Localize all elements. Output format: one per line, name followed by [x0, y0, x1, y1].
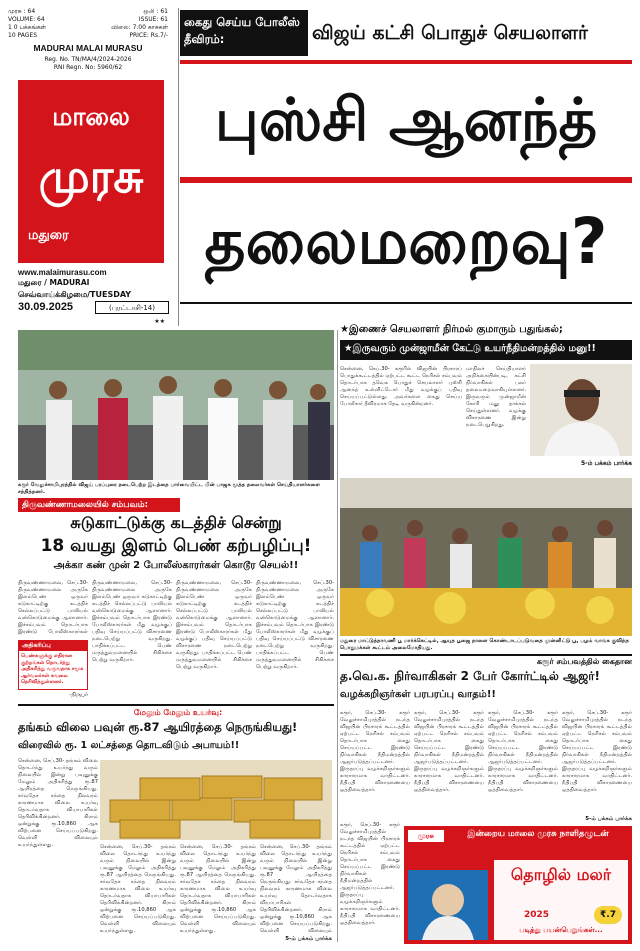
- lead-continue[interactable]: 5-ம் பக்கம் பார்க்க: [580, 460, 632, 467]
- karur-visit-photo: [18, 330, 334, 480]
- rni-no: RNI Regn. No: 5960/62: [53, 64, 123, 71]
- volume-en: VOLUME: 64: [8, 16, 45, 23]
- promo-year: 2025: [524, 910, 550, 920]
- gold-body-col2: சென்னை, செப்.30- தங்கம் விலை தொடர்ந்து உயர்ந்து வரும் நிலையில் இன்று பவுனுக்கு மேலும் அதிகரித்து ரூ.87 ஆயிரத்தை நெருங்கியது. சர்வதேச சந்தை நிலவரம் காரணமாக விலை உயர்வு தொடர்வதாக வியாபாரிகள் தெரிவிக்கின்றனர். கிராம் ஒன்றுக்கு ரூ.10,860 ஆக விற்பனை செய்யப்படுகிறது. வெள்ளி விலையும் உயர்ந்துள்ளது.: [100, 844, 176, 934]
- court-body-col5: கரூர், செப்.30- கரூர் வேலுச்சாமிபுரத்தில் நடந்த விஜயின் பிரசாரக் கூட்டத்தில் ஏற்பட்ட நெரிசல் சம்பவம் தொடர்பாக கைது செய்யப்பட்ட இரண்டு நிர்வாகிகள் நீதிமன்றத்தில் ஆஜர்படுத்தப்பட்டனர். இருதரப்பு வழக்கறிஞர்களும் காரசாரமாக வாதிட்டனர். நீதிபதி விசாரணையை ஒத்திவைத்தார்.: [340, 822, 400, 926]
- lead-headline-2: தலைமறைவு?: [204, 205, 608, 278]
- lead-body-b: மாநிலச் செய்தியாளர் அறிக்கையின்படி, கட்சி நிர்வாகிகள் பலர் தலைமறைவாகியுள்ளனர். இருவரும் முன்ஜாமீன் கோரி மனு தாக்கல் செய்துள்ளனர். வழக்கு விசாரணை இன்று நடைபெறுகிறது.: [466, 366, 526, 428]
- issue-date: 30.09.2025: [18, 301, 74, 313]
- price-ta: விலை: 7.00 காசுகள்: [111, 24, 168, 31]
- tamil-date: (புரட்டாசி-14): [95, 301, 169, 314]
- lead-red-rule-mid: [180, 177, 632, 183]
- promo-magazine: தொழில் மலர்: [510, 865, 612, 884]
- crime-sub: அக்கா கண் முன் 2 போலீஸ்காரர்கள் கொடூர செயல்!!: [53, 560, 299, 571]
- crime-body-col3: திருவண்ணாமலை, செப்.30- திருவண்ணாமலை அருகே இளம்பெண் ஒருவர் சுடுகாட்டிற்கு கடத்திச் செல்லப்பட்டு பாலியல் வன்கொடுமைக்கு ஆளானார். இச்சம்பவம் தொடர்பாக இரண்டு போலீஸ்காரர்கள் மீது வழக்குப் பதிவு செய்யப்பட்டு விசாரணை நடைபெற்று வருகிறது. பாதிக்கப்பட்ட பெண் மருத்துவமனையில் சிகிச்சை பெற்று வருகிறார்.: [176, 580, 252, 670]
- lead-sub-2: ★இருவரும் முன்ஜாமீன் கேட்டு உயர்நீதிமன்றத்தில் மனு!!: [344, 343, 596, 354]
- gold-headline: தங்கம் விலை பவுன் ரூ.87 ஆயிரத்தை நெருங்கியது!: [18, 720, 298, 734]
- court-body-col4: கரூர், செப்.30- கரூர் வேலுச்சாமிபுரத்தில் நடந்த விஜயின் பிரசாரக் கூட்டத்தில் ஏற்பட்ட நெரிசல் சம்பவம் தொடர்பாக கைது செய்யப்பட்ட இரண்டு நிர்வாகிகள் நீதிமன்றத்தில் ஆஜர்படுத்தப்பட்டனர். இருதரப்பு வழக்கறிஞர்களும் காரசாரமாக வாதிட்டனர். நீதிபதி விசாரணையை ஒத்திவைத்தார்.: [562, 710, 632, 793]
- masthead-divider: [178, 8, 179, 326]
- crime-headline-2: 18 வயது இளம் பெண் கற்பழிப்பு!: [40, 536, 312, 556]
- politician-portrait: [530, 364, 632, 456]
- issue-en: ISSUE: 61: [138, 16, 168, 23]
- lead-red-rule-top: [180, 60, 632, 64]
- gold-body-col1: சென்னை, செப்.30- தங்கம் விலை தொடர்ந்து உயர்ந்து வரும் நிலையில் இன்று பவுனுக்கு மேலும் அதிகரித்து ரூ.87 ஆயிரத்தை நெருங்கியது. சர்வதேச சந்தை நிலவரம் காரணமாக விலை உயர்வு தொடர்வதாக வியாபாரிகள் தெரிவிக்கின்றனர். கிராம் ஒன்றுக்கு ரூ.10,860 ஆக விற்பனை செய்யப்படுகிறது. வெள்ளி விலையும் உயர்ந்துள்ளது.: [18, 758, 98, 848]
- promo-price: ₹.7: [594, 906, 622, 924]
- court-sub: வழக்கறிஞர்கள் பரபரப்பு வாதம்!!: [340, 689, 496, 700]
- gold-sub: விரைவில் ரூ. 1 லட்சத்தை தொடவிடும் அபாயம்!!: [18, 740, 240, 751]
- lead-kicker-box: கைது செய்ய போலீஸ் தீவிரம்:: [180, 10, 308, 56]
- gold-continue[interactable]: 5-ம் பக்கம் பார்க்க: [285, 936, 332, 942]
- court-kicker: கரூர் சம்பவத்தில் கைதான: [536, 657, 632, 666]
- lead-headline-1: புஸ்சி ஆனந்த்: [214, 85, 598, 154]
- crime-byline: -நிருபர்: [69, 692, 88, 698]
- logo-main: முரசு: [38, 149, 144, 203]
- edition-stars: ★★: [154, 318, 165, 325]
- gold-rule: [18, 704, 334, 706]
- masthead-logo[interactable]: [18, 80, 164, 263]
- price-en: PRICE: Rs.7/-: [129, 32, 168, 39]
- crime-body-col1: திருவண்ணாமலை, செப்.30- திருவண்ணாமலை அருகே இளம்பெண் ஒருவர் சுடுகாட்டிற்கு கடத்திச் செல்லப்பட்டு பாலியல் வன்கொடுமைக்கு ஆளானார். இச்சம்பவம் தொடர்பாக இரண்டு போலீஸ்காரர்கள்: [18, 580, 88, 635]
- court-body-col2: கரூர், செப்.30- கரூர் வேலுச்சாமிபுரத்தில் நடந்த விஜயின் பிரசாரக் கூட்டத்தில் ஏற்பட்ட நெரிசல் சம்பவம் தொடர்பாக கைது செய்யப்பட்ட இரண்டு நிர்வாகிகள் நீதிமன்றத்தில் ஆஜர்படுத்தப்பட்டனர். இருதரப்பு வழக்கறிஞர்களும் காரசாரமாக வாதிட்டனர். நீதிபதி விசாரணையை ஒத்திவைத்தார்.: [414, 710, 484, 793]
- gold-bars-photo: [100, 760, 332, 840]
- gold-body-col3: சென்னை, செப்.30- தங்கம் விலை தொடர்ந்து உயர்ந்து வரும் நிலையில் இன்று பவுனுக்கு மேலும் அதிகரித்து ரூ.87 ஆயிரத்தை நெருங்கியது. சர்வதேச சந்தை நிலவரம் காரணமாக விலை உயர்வு தொடர்வதாக வியாபாரிகள் தெரிவிக்கின்றனர். கிராம் ஒன்றுக்கு ரூ.10,860 ஆக விற்பனை செய்யப்படுகிறது. வெள்ளி விலையும் உயர்ந்துள்ளது.: [180, 844, 256, 934]
- crime-body-col4: திருவண்ணாமலை, செப்.30- திருவண்ணாமலை அருகே இளம்பெண் ஒருவர் சுடுகாட்டிற்கு கடத்திச் செல்லப்பட்டு பாலியல் வன்கொடுமைக்கு ஆளானார். இச்சம்பவம் தொடர்பாக இரண்டு போலீஸ்காரர்கள் மீது வழக்குப் பதிவு செய்யப்பட்டு விசாரணை நடைபெற்று வருகிறது. பாதிக்கப்பட்ட பெண் மருத்துவமனையில் சிகிச்சை பெற்று வருகிறார்.: [256, 580, 334, 670]
- pages-ta: 1 0 பக்கங்கள்: [8, 24, 47, 31]
- promo-tagline: படித்து பயன்பெறுங்கள்...: [519, 926, 603, 934]
- volume-ta: முரசு : 64: [8, 8, 36, 15]
- lead-sub-1: ★இணைச் செயலாளர் நிர்மல் குமாரும் பதுங்கல்;: [340, 324, 563, 335]
- photo2-caption: மதுரை மாட்டுத்தாவணி பூ மார்க்கெட்டில், ஆயுத பூஜை நாளை கொண்டாடப்படுவதை முன்னிட்டு பூ, பழம் வாங்க குவிந்த பொதுமக்கள் கூட்டம் அலைமோதியது.: [340, 638, 629, 651]
- court-body-col1: கரூர், செப்.30- கரூர் வேலுச்சாமிபுரத்தில் நடந்த விஜயின் பிரசாரக் கூட்டத்தில் ஏற்பட்ட நெரிசல் சம்பவம் தொடர்பாக கைது செய்யப்பட்ட இரண்டு நிர்வாகிகள் நீதிமன்றத்தில் ஆஜர்படுத்தப்பட்டனர். இருதரப்பு வழக்கறிஞர்களும் காரசாரமாக வாதிட்டனர். நீதிபதி விசாரணையை ஒத்திவைத்தார்.: [340, 710, 410, 793]
- court-headline: த.வெ.க. நிர்வாகிகள் 2 பேர் கோர்ட்டில் ஆஜர்!: [340, 669, 600, 683]
- flower-market-photo: [340, 478, 632, 636]
- pages-en: 10 PAGES: [8, 32, 38, 39]
- promo-box[interactable]: [404, 826, 632, 944]
- gold-body-col4: சென்னை, செப்.30- தங்கம் விலை தொடர்ந்து உயர்ந்து வரும் நிலையில் இன்று பவுனுக்கு மேலும் அதிகரித்து ரூ.87 ஆயிரத்தை நெருங்கியது. சர்வதேச சந்தை நிலவரம் காரணமாக விலை உயர்வு தொடர்வதாக வியாபாரிகள் தெரிவிக்கின்றனர். கிராம் ஒன்றுக்கு ரூ.10,860 ஆக விற்பனை செய்யப்படுகிறது. வெள்ளி விலையும்: [260, 844, 332, 934]
- court-body-col3: கரூர், செப்.30- கரூர் வேலுச்சாமிபுரத்தில் நடந்த விஜயின் பிரசாரக் கூட்டத்தில் ஏற்பட்ட நெரிசல் சம்பவம் தொடர்பாக கைது செய்யப்பட்ட இரண்டு நிர்வாகிகள் நீதிமன்றத்தில் ஆஜர்படுத்தப்பட்டனர். இருதரப்பு வழக்கறிஞர்களும் காரசாரமாக வாதிட்டனர். நீதிபதி விசாரணையை ஒத்திவைத்தார்.: [488, 710, 558, 793]
- volume-meta: [8, 8, 48, 40]
- promo-title: இன்றைய மாலை முரசு நாளிதழுடன்: [467, 829, 609, 839]
- court-rule: [340, 654, 632, 656]
- crime-factbox-title: அதிகரிப்பு: [19, 641, 87, 651]
- column-divider: [337, 330, 338, 942]
- website[interactable]: www.malaimurasu.com: [18, 268, 107, 277]
- court-continue[interactable]: 5-ம் பக்கம் பார்க்க: [585, 816, 632, 822]
- crime-kicker: திருவண்ணாமலையில் சம்பவம்:: [22, 500, 148, 510]
- lead-kicker: விஜய் கட்சி பொதுச் செயலாளர்: [312, 22, 588, 44]
- city-line: மதுரை / MADURAI: [18, 278, 90, 287]
- lead-body-a: சென்னை, செப்.30- கரூரில் விஜயின் பிரசாரப் பொதுக்கூட்டத்தில் ஏற்பட்ட கூட்ட நெரிசல் சம்பவம் தொடர்பாக தவெக பொதுச் செயலாளர் புஸ்சி ஆனந்த் உள்ளிட்டோர் மீது வழக்குப் பதிவு செய்யப்பட்டுள்ளது. அவர்களை கைது செய்ய போலீசார் தீவிரமாக தேடி வருகின்றனர்.: [340, 366, 462, 407]
- issue-ta: ஒலி : 61: [143, 8, 168, 15]
- promo-brand: முரசு: [408, 830, 444, 842]
- logo-city: மதுரை: [28, 228, 69, 243]
- crime-body-col2: திருவண்ணாமலை, செப்.30- திருவண்ணாமலை அருகே இளம்பெண் ஒருவர் சுடுகாட்டிற்கு கடத்திச் செல்லப்பட்டு பாலியல் வன்கொடுமைக்கு ஆளானார். இச்சம்பவம் தொடர்பாக இரண்டு போலீஸ்காரர்கள் மீது வழக்குப் பதிவு செய்யப்பட்டு விசாரணை நடைபெற்று வருகிறது. பாதிக்கப்பட்ட பெண் மருத்துவமனையில் சிகிச்சை பெற்று வருகிறார்.: [92, 580, 172, 663]
- issue-meta: [96, 8, 168, 40]
- logo-top: மாலை: [52, 102, 130, 131]
- crime-factbox-text: பெண்களுக்கு எதிரான குற்றங்கள் தொடர்ந்து அதிகரித்து வருவதாக சமூக ஆர்வலர்கள் கவலை தெரிவித்துள்ளனர்.: [21, 653, 84, 685]
- day-line: செவ்வாய்க்கிழமை/TUESDAY: [18, 290, 132, 299]
- photo1-caption: கரூர் வேலுச்சாமிபுரத்தில் விஜய் பரப்புரை நடைபெற்ற இடத்தை பார்வையிட்ட பின் பாஜக மூத்த தலைவர்கள் செய்தியாளர்களை சந்தித்தனர்.: [18, 482, 321, 495]
- crime-factbox: [18, 640, 88, 690]
- gold-kicker: மேலும் மேலும் உயர்வு:: [133, 708, 223, 717]
- lead-rule-bottom: [180, 302, 632, 304]
- promo-cover: [408, 858, 488, 940]
- crime-headline-1: சுடுகாட்டுக்கு கடத்திச் சென்று: [70, 513, 282, 532]
- reg-no: Reg. No. TN/MA/4/2024-2026: [44, 56, 132, 63]
- paper-name-en: MADURAI MALAI MURASU: [33, 43, 143, 53]
